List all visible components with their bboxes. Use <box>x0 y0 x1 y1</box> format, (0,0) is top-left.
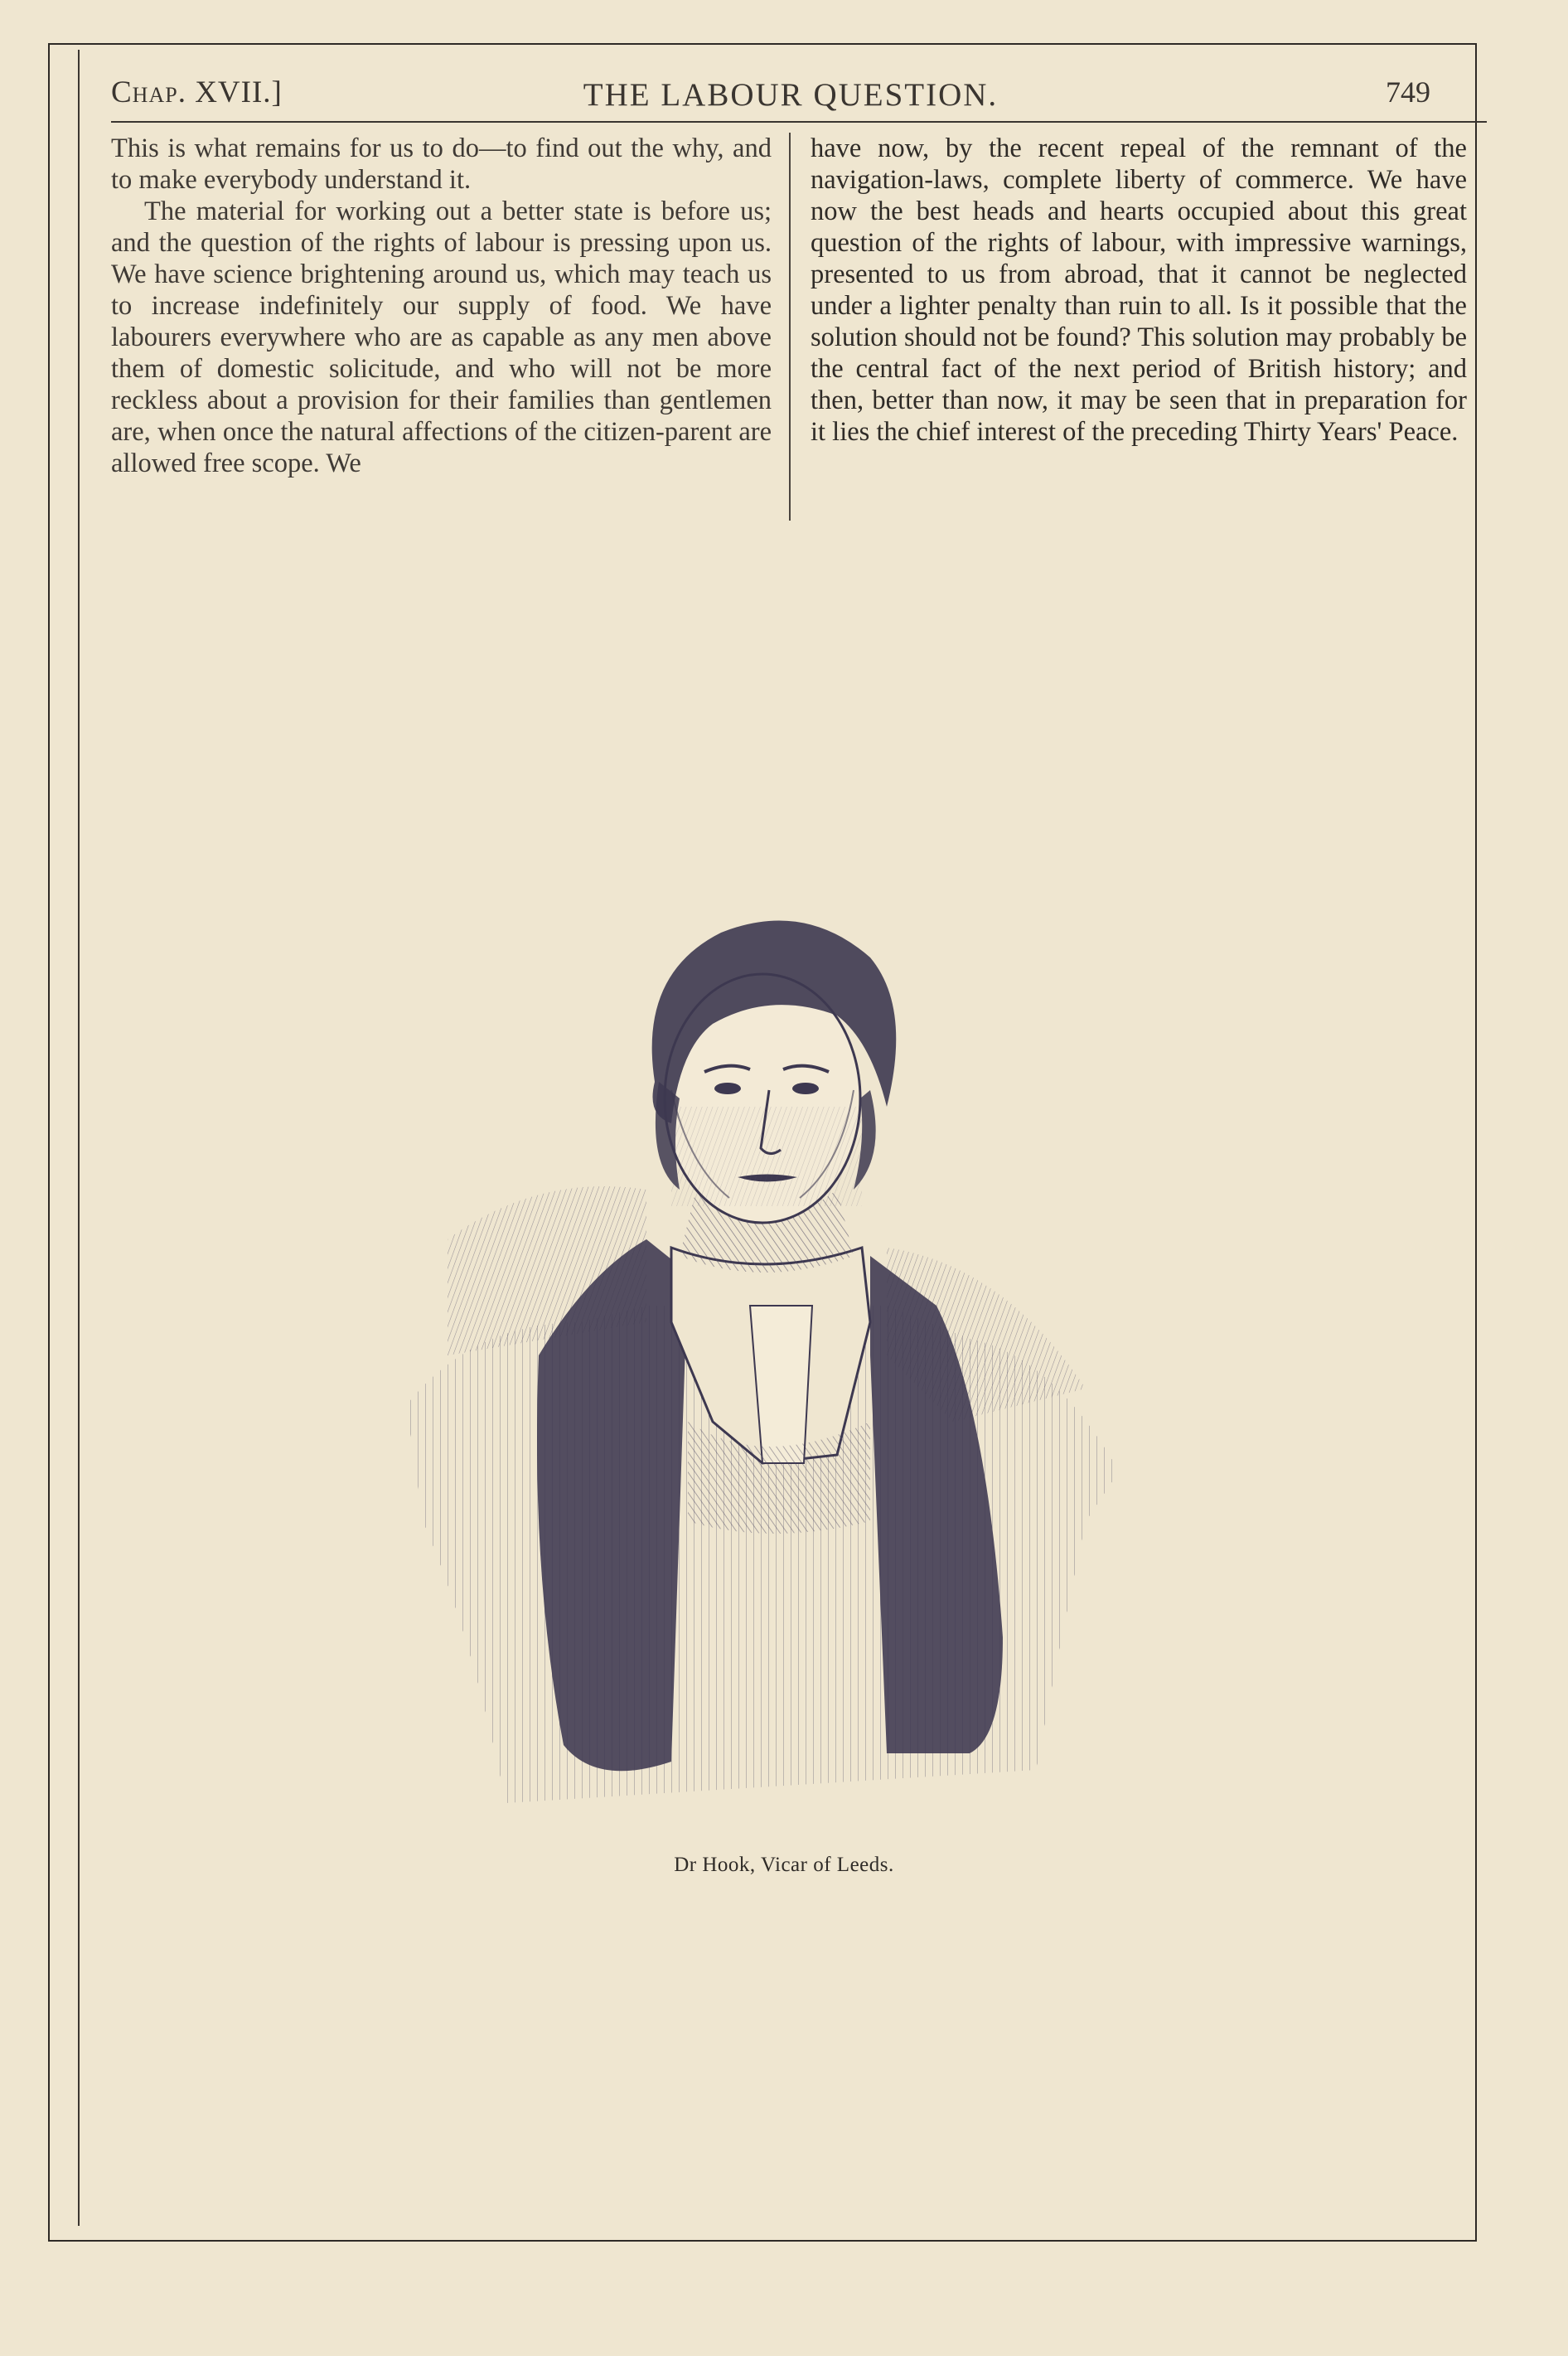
illustration-caption: Dr Hook, Vicar of Leeds. <box>674 1854 894 1876</box>
running-header <box>111 70 1470 119</box>
left-column <box>111 133 772 479</box>
paragraph: This is what remains for us to do—to find out the why, and to make everybody understand it. <box>111 133 772 195</box>
portrait-engraving <box>373 891 1160 1828</box>
chapter-label: Chap. XVII.] <box>111 75 283 109</box>
header-rule <box>111 121 1487 123</box>
right-column <box>811 133 1467 448</box>
frame-inner-rule <box>78 50 80 2226</box>
page-number: 749 <box>1386 75 1430 109</box>
paragraph: The material for working out a better state is before us; and the question of the rights of labour is pressing upon us. We have science brightening around us, which may teach us to increase indefinitely our supply of food. We have labourers everywhere who are as capable as any men above them of domestic solicitude, and who will not be more reckless about a provision for their families than gentlemen are, when once the natural affections of the citizen-parent are allowed free scope. We <box>111 196 772 478</box>
paragraph: have now, by the recent repeal of the remnant of the navigation-laws, complete liberty of commerce. We have now the best heads and hearts occupied about this great question of the rights of labour, with impressive warnings, presented to us from abroad, that it cannot be neglected under a lighter penalty than ruin to all. Is it possible that the solution should not be found? This solution may probably be the central fact of the next period of British history; and then, better than now, it may be seen that in preparation for it lies the chief interest of the preceding Thirty Years' Peace. <box>811 133 1467 447</box>
running-title: THE LABOUR QUESTION. <box>583 77 999 113</box>
column-divider <box>789 133 791 521</box>
